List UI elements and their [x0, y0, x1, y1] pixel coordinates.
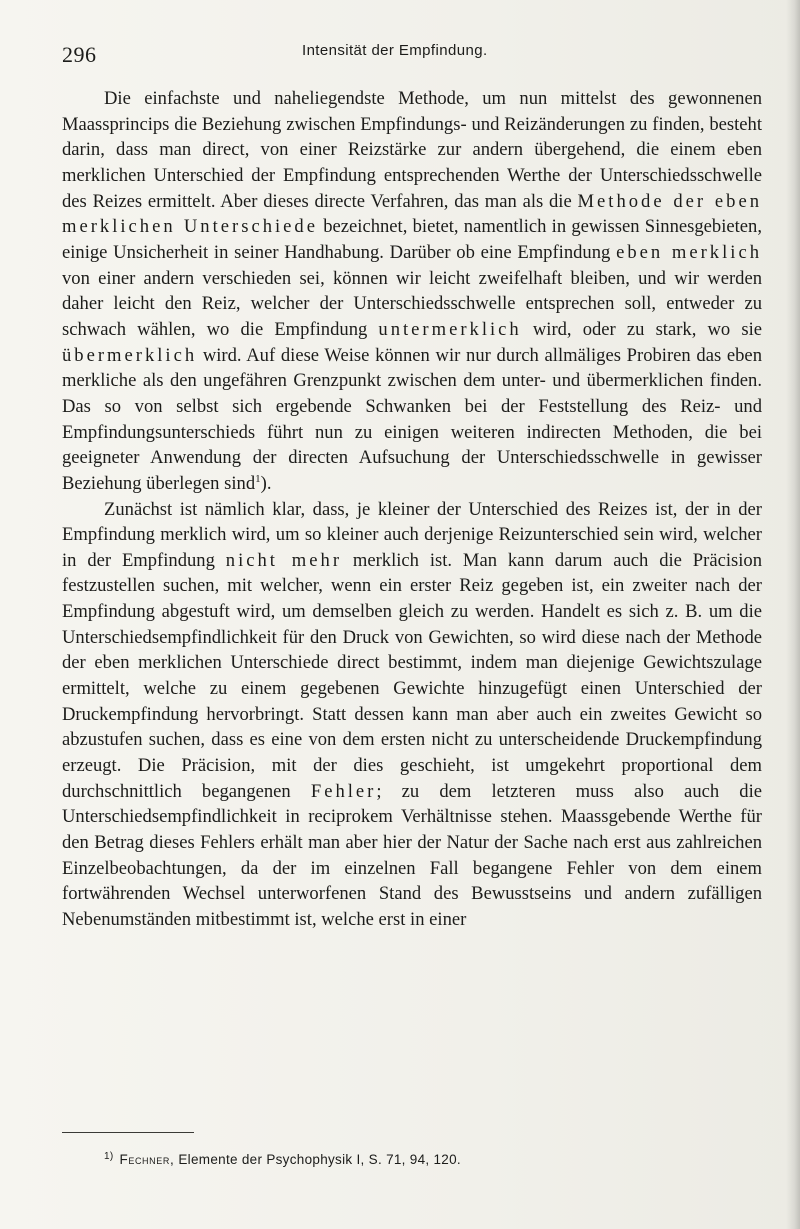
- para1-text-e: wird. Auf diese Weise können wir nur durch allmäliges Probiren das eben merkliche als den ungefähren Grenzpunkt zwischen dem unter- und übermerklichen finden. Das so von selbst sich ergebende Schwanken bei der Feststellung des Reiz- und Empfindungsunterschieds führt nun zu einigen weiteren indirecten Methoden, die bei geeigneter Anwendung der directen Aufsuchung der Unterschiedsschwelle in gewisser Beziehung überlegen sind: [62, 344, 762, 494]
- para2-text-b: merklich ist. Man kann darum auch die Präcision festzustellen suchen, mit welcher, wenn ein erster Reiz gegeben ist, ein zweiter nach der Empfindung abgestuft wird, um demselben gleich zu werden. Handelt es sich z. B. um die Unterschiedsempfindlichkeit für den Druck von Gewichten, so wird diese nach der Methode der eben merklichen Unterschiede direct bestimmt, indem man diejenige Gewichtszulage ermittelt, welche zu einem gegebenen Gewichte hinzugefügt einen Unterschied der Druckempfindung hervorbringt. Statt dessen kann man aber auch ein zweites Gewicht so abzustufen suchen, dass es eine von dem ersten nicht zu unterscheidende Druckempfindung erzeugt. Die Präcision, mit der dies geschieht, ist umgekehrt proportional dem durchschnittlich begangenen: [62, 549, 762, 802]
- spaced-term-methode: Methode der eben merklichen Unterschiede: [62, 190, 762, 238]
- running-head: Intensität der Empfindung.: [302, 42, 488, 59]
- paragraph-1: [62, 86, 762, 497]
- spaced-term-uebermerklich: übermerklich: [62, 344, 198, 366]
- footnote-reference: 1: [255, 472, 261, 485]
- spaced-term-fehler: Fehler: [310, 780, 377, 802]
- footnote-author: Fechner,: [119, 1152, 175, 1167]
- para2-text-c: ; zu dem letzteren muss also auch die Unterschiedsempfindlichkeit in reciprokem Verhältnisse stehen. Maassgebende Werthe für den Betrag dieses Fehlers erhält man aber hier der Natur der Sache nach erst aus zahlreichen Einzelbeobachtungen, da der im einzelnen Fall begangene Fehler von dem einem fortwährenden Wechsel unterworfenen Stand des Bewusstseins und andern zufälligen Nebenumständen mitbestimmt ist, welche erst in einer: [62, 780, 763, 930]
- para1-text-c: von einer andern verschieden sei, können wir leicht zweifelhaft bleiben, und wir werden daher leicht den Reiz, welcher der Unterschiedsschwelle entsprechen soll, entweder zu schwach wählen, wo die Empfindung: [62, 267, 762, 340]
- spaced-term-nicht-mehr: nicht mehr: [225, 549, 343, 571]
- para1-text-f: ).: [260, 472, 272, 494]
- para1-text-b: bezeichnet, bietet, namentlich in gewissen Sinnesgebieten, einige Unsicherheit in seiner Handhabung. Darüber ob eine Empfindung: [62, 216, 763, 263]
- para1-text-d: wird, oder zu stark, wo sie: [521, 318, 762, 340]
- body-text: [62, 86, 762, 933]
- spaced-term-eben-merklich: eben merklich: [616, 241, 762, 263]
- spaced-term-untermerklich: untermerklich: [378, 318, 522, 340]
- footnote: [104, 1152, 461, 1167]
- page-number: 296: [62, 42, 97, 67]
- footnote-text: Elemente der Psychophysik I, S. 71, 94, 120.: [178, 1152, 461, 1167]
- footnote-rule: [62, 1132, 194, 1133]
- para1-text-a: Die einfachste und naheliegendste Methode, um nun mittelst des gewonnenen Maassprincips die Beziehung zwischen Empfindungs- und Reizänderungen zu finden, besteht darin, dass man direct, von einer Reizstärke zur andern übergehend, die einem eben merklichen Unterschied der Empfindung entsprechenden Werthe der Unterschiedsschwelle des Reizes ermittelt. Aber dieses directe Verfahren, das man als die: [62, 88, 762, 212]
- page-header: [62, 38, 762, 68]
- page-edge-shadow: [786, 0, 800, 1229]
- footnote-mark: 1): [104, 1150, 114, 1162]
- paragraph-2: [62, 497, 762, 933]
- para2-text-a: Zunächst ist nämlich klar, dass, je kleiner der Unterschied des Reizes ist, der in der Empfindung merklich wird, um so kleiner auch derjenige Reizunterschied sein wird, welcher in der Empfindung: [62, 498, 762, 571]
